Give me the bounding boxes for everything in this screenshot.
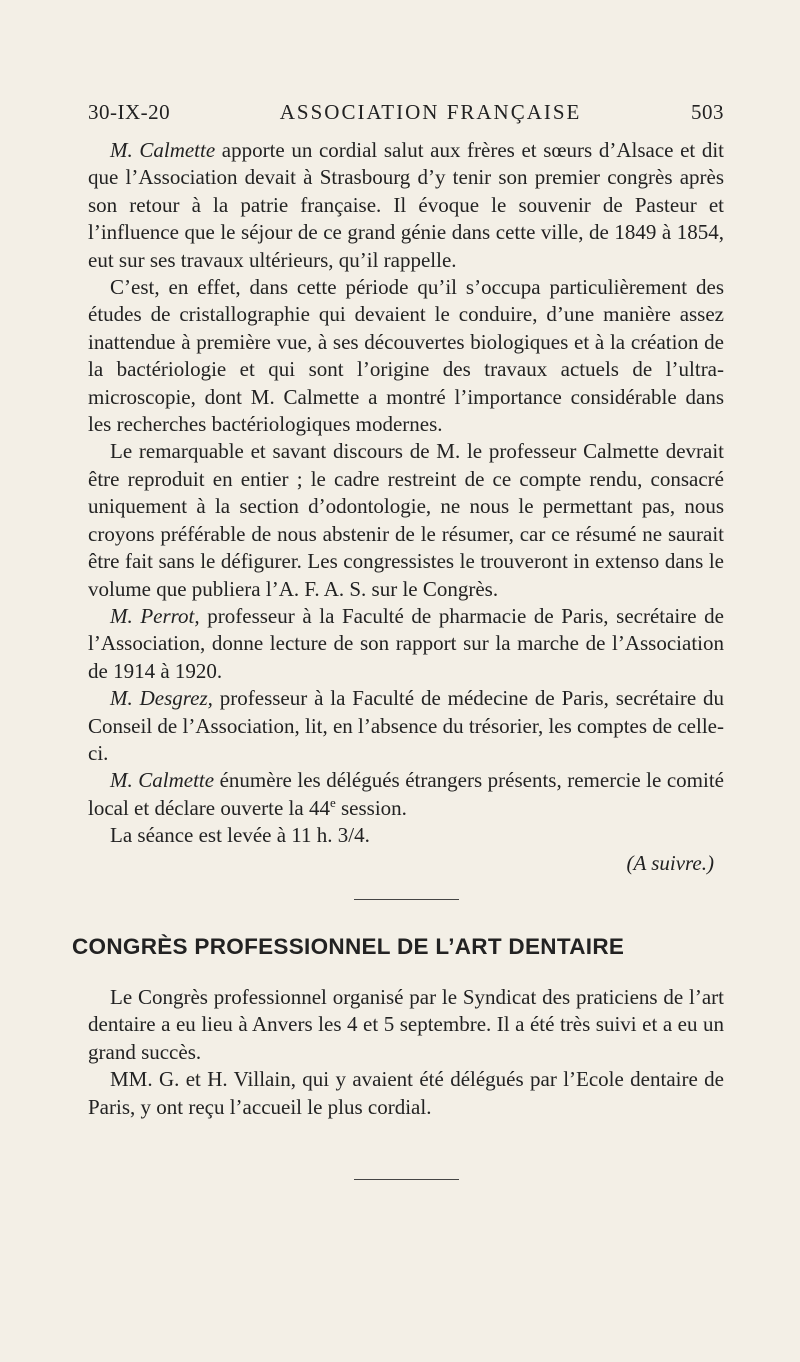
page	[72, 100, 725, 1180]
paragraph-session	[88, 767, 724, 822]
paragraph-calmette-salut	[88, 137, 724, 274]
end-divider	[354, 1179, 459, 1180]
speaker-name: M. Calmette	[110, 768, 215, 793]
paragraph-discours	[88, 438, 724, 602]
paragraph-congres	[88, 984, 724, 1066]
paragraph-text: professeur à la Faculté de médecine de Paris, secrétaire du Conseil de l’Association, lit, en l’absence du trésorier, les comptes de celle-ci.	[88, 686, 724, 765]
superscript: e	[329, 794, 336, 810]
paragraph-text: Le Congrès professionnel organisé par le Syndicat des praticiens de l’art dentaire a eu lieu à Anvers les 4 et 5 septembre. Il a été très suivi et a eu un grand succès.	[88, 984, 724, 1064]
paragraph-seance	[88, 822, 724, 849]
speaker-name: M. Calmette	[110, 138, 216, 162]
header-date: 30-IX-20	[88, 100, 171, 124]
page-number: 503	[691, 100, 724, 124]
paragraph-cristallographie	[88, 274, 724, 438]
section-title: CONGRÈS PROFESSIONNEL DE L’ART DENTAIRE	[72, 933, 625, 959]
speaker-name: M. Desgrez,	[110, 686, 213, 711]
paragraph-desgrez	[88, 685, 724, 767]
paragraph-text: apporte un cordial salut aux frères et sœurs d’Alsace et dit que l’Association devait à Strasbourg d’y tenir son premier congrès après son retour à la patrie française. Il évoque le souvenir de Pasteur et l’influence que le séjour de ce grand génie dans cette ville, de 1849 à 1854, eut sur ses travaux ultérieurs, qu’il rappelle.	[88, 138, 724, 272]
paragraph-text: MM. G. et H. Villain, qui y avaient été délégués par l’Ecole dentaire de Paris, y ont reçu l’accueil le plus cordial.	[88, 1067, 724, 1119]
header-title: ASSOCIATION FRANÇAISE	[279, 100, 582, 124]
section-divider	[354, 899, 459, 900]
paragraph-text: Le remarquable et savant discours de M. le professeur Calmette devrait être reproduit en entier ; le cadre restreint de ce compte rendu, consacré uniquement à la section d’odontologie, ne nous le permettant pas, nous croyons préférable de nous abstenir de le résumer, car ce résumé ne saurait être fait sans le défigurer. Les congressistes le trouveront in extenso dans le volume que publiera l’A. F. A. S. sur le Congrès.	[88, 439, 724, 601]
paragraph-text: C’est, en effet, dans cette période qu’il s’occupa particulièrement des études de cristallographie qui devaient le conduire, d’une manière assez inattendue à première vue, à ses découvertes biologiques et à la création de la bactériologie et qui sont l’origine des travaux actuels de l’ultra-microscopie, dont M. Calmette a montré l’importance considérable dans les recherches bactériologiques modernes.	[88, 275, 724, 437]
paragraph-villain	[88, 1066, 724, 1121]
paragraph-text: La séance est levée à 11 h. 3/4.	[110, 823, 370, 848]
paragraph-text: professeur à la Faculté de pharmacie de Paris, secrétaire de l’Association, donne lecture de son rapport sur la marche de l’Association de 1914 à 1920.	[88, 603, 725, 683]
speaker-name: M. Perrot,	[110, 603, 200, 628]
paragraph-text: session.	[335, 795, 407, 820]
continuation-note: (A suivre.)	[626, 850, 714, 875]
paragraph-perrot	[88, 603, 724, 685]
running-header	[88, 100, 724, 125]
paragraph-text: énumère les délégués étrangers présents, remercie le comité local et déclare ouverte la 44	[88, 768, 724, 820]
